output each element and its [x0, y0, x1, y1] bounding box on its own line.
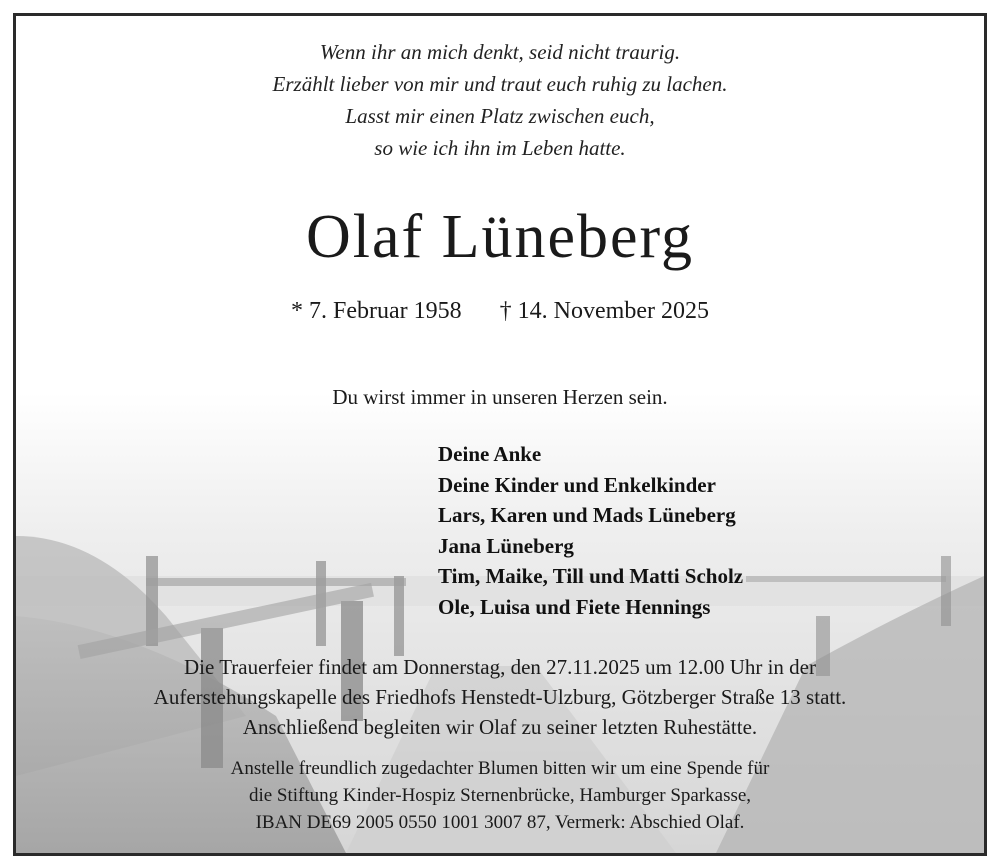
ceremony-line: Auferstehungskapelle des Friedhofs Henstedt-Ulzburg, Götzberger Straße 13 statt.: [153, 685, 847, 709]
poem: [16, 36, 984, 164]
family-entry: Ole, Luisa und Fiete Hennings: [438, 594, 711, 619]
poem-line: so wie ich ihn im Leben hatte.: [374, 136, 626, 160]
ceremony-line: Anschließend begleiten wir Olaf zu seiner letzten Ruhestätte.: [242, 715, 758, 739]
poem-line: Erzählt lieber von mir und traut euch ruhig zu lachen.: [272, 72, 728, 96]
birth-date: * 7. Februar 1958: [291, 298, 462, 324]
life-dates: [16, 296, 984, 326]
death-date: † 14. November 2025: [499, 298, 709, 324]
donation-line: Anstelle freundlich zugedachter Blumen bitten wir um eine Spende für: [230, 758, 770, 779]
family-entry: Tim, Maike, Till und Matti Scholz: [438, 564, 744, 588]
family-entry: Jana Lüneberg: [438, 533, 574, 558]
obituary-frame: [13, 13, 987, 856]
family-entry: Deine Anke: [438, 442, 542, 466]
family-entry: Lars, Karen und Mads Lüneberg: [438, 503, 736, 527]
poem-line: Wenn ihr an mich denkt, seid nicht traurig.: [319, 40, 681, 64]
motto: Du wirst immer in unseren Herzen sein.: [332, 385, 668, 409]
ceremony-info: [16, 652, 984, 742]
family-list: [438, 439, 743, 622]
donation-line: IBAN DE69 2005 0550 1001 3007 87, Vermerk: Abschied Olaf.: [255, 812, 745, 833]
donation-info: [16, 755, 984, 836]
ceremony-line: Die Trauerfeier findet am Donnerstag, den 27.11.2025 um 12.00 Uhr in der: [184, 655, 816, 679]
deceased-name: Olaf Lüneberg: [305, 203, 695, 271]
poem-line: Lasst mir einen Platz zwischen euch,: [345, 104, 655, 128]
family-entry: Deine Kinder und Enkelkinder: [438, 472, 716, 497]
donation-line: die Stiftung Kinder-Hospiz Sternenbrücke, Hamburger Sparkasse,: [248, 785, 752, 806]
